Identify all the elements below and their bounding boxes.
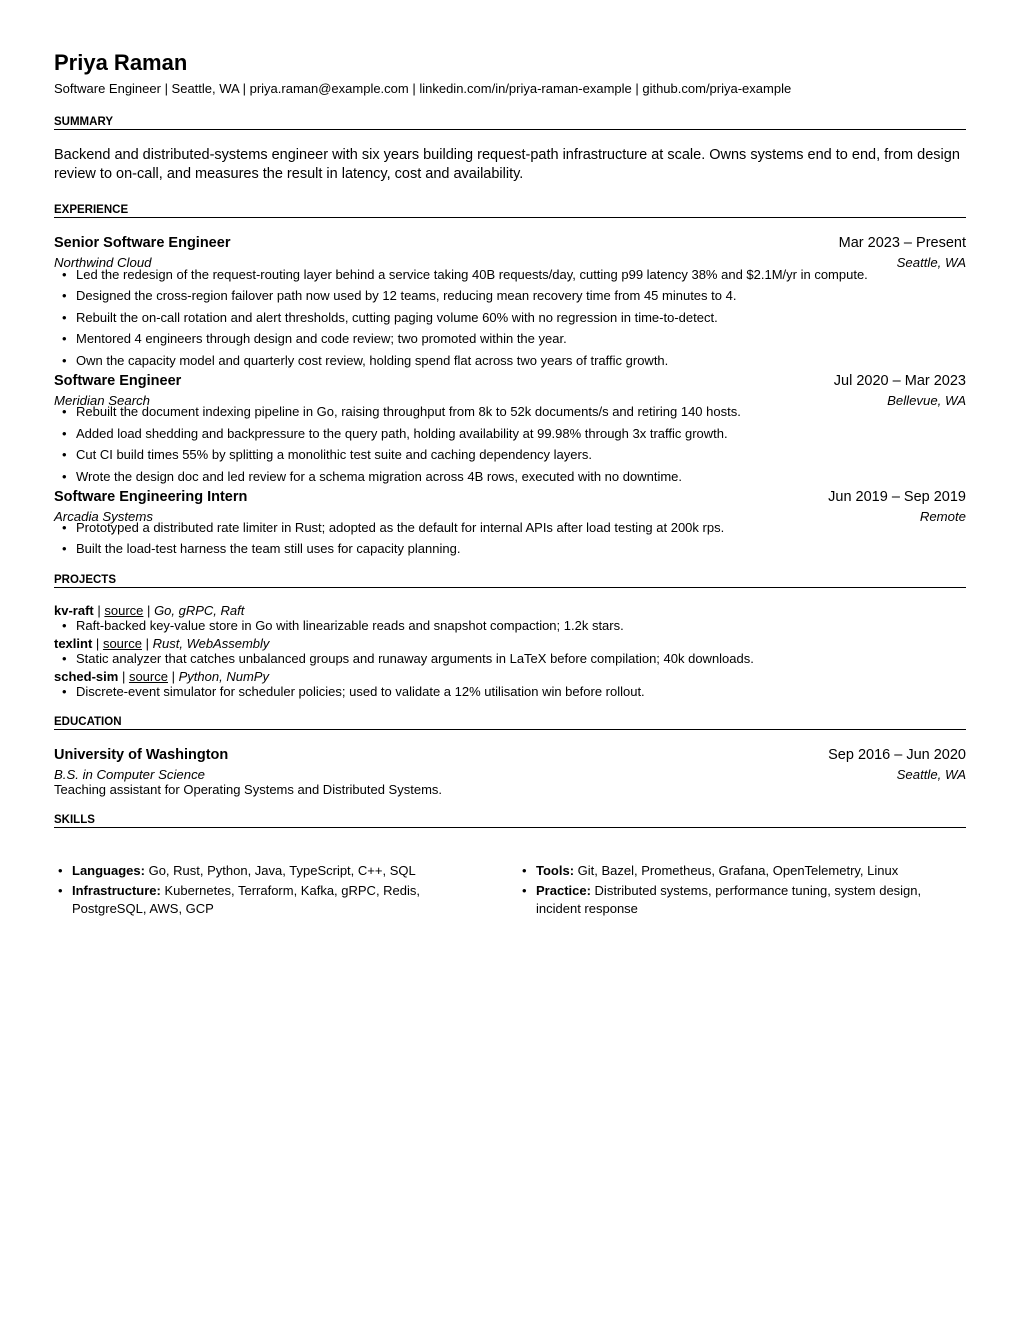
job-bullet <box>62 331 567 347</box>
bullet-dot: • <box>58 883 63 898</box>
job-location: Seattle, WA <box>896 255 966 270</box>
project-header <box>54 603 244 619</box>
summary-text: Backend and distributed-systems engineer with six years building request-path infrastructure at scale. Owns systems end to end, from design review to on-call, and measures the result in latency, cost and availability. <box>54 147 960 182</box>
separator: | <box>147 603 151 618</box>
skill-label: Practice: <box>536 883 591 898</box>
skill-value: Kubernetes, Terraform, Kafka, gRPC, Redis, PostgreSQL, AWS, GCP <box>72 883 421 916</box>
section-title-projects: PROJECTS <box>54 574 116 586</box>
education-dates: Sep 2016 – Jun 2020 <box>828 747 966 763</box>
section-title-skills: SKILLS <box>54 814 95 826</box>
project-tech: Python, NumPy <box>178 669 269 684</box>
bullet-dot: • <box>62 651 67 666</box>
separator: | <box>121 669 126 684</box>
section-divider <box>54 587 966 588</box>
bullet-text: Built the load-test harness the team still uses for capacity planning. <box>76 541 461 556</box>
project-tech: Rust, WebAssembly <box>152 636 270 651</box>
bullet-text: Designed the cross-region failover path now used by 12 teams, reducing mean recovery time from 45 minutes to 4. <box>76 288 737 303</box>
bullet-dot: • <box>62 541 67 556</box>
bullet-dot: • <box>62 684 67 699</box>
bullet-text: Cut CI build times 55% by splitting a monolithic test suite and caching dependency layers. <box>76 447 592 462</box>
job-company: Meridian Search <box>54 393 151 408</box>
bullet-dot: • <box>62 426 67 441</box>
skill-item <box>58 882 458 918</box>
bullet-text: Rebuilt the on-call rotation and alert thresholds, cutting paging volume 60% with no regression in time-to-detect. <box>76 310 718 325</box>
project-source-link[interactable]: source <box>102 636 142 651</box>
bullet-dot: • <box>58 863 63 878</box>
job-title: Senior Software Engineer <box>54 235 231 251</box>
skill-value: Distributed systems, performance tuning, system design, incident response <box>536 883 922 916</box>
job-bullet <box>62 447 592 463</box>
job-bullet <box>62 310 718 326</box>
bullet-text: Mentored 4 engineers through design and code review; two promoted within the year. <box>76 331 567 346</box>
bullet-dot: • <box>62 447 67 462</box>
bullet-dot: • <box>62 520 67 535</box>
job-bullet <box>62 541 460 557</box>
project-bullet <box>62 684 645 700</box>
job-location: Remote <box>919 509 966 524</box>
degree: B.S. in Computer Science <box>54 767 205 782</box>
section-title-education: EDUCATION <box>54 716 122 728</box>
skill-item <box>522 882 966 918</box>
project-name: kv-raft <box>54 603 94 618</box>
project-header <box>54 636 269 652</box>
project-bullet <box>62 651 754 667</box>
job-bullet <box>62 353 668 369</box>
section-title-experience: EXPERIENCE <box>54 204 129 216</box>
bullet-text: Discrete-event simulator for scheduler policies; used to validate a 12% utilisation win before rollout. <box>76 684 645 699</box>
section-divider <box>54 729 966 730</box>
project-name: texlint <box>54 636 93 651</box>
job-bullet <box>62 288 736 304</box>
separator: | <box>145 636 149 651</box>
project-bullet <box>62 618 624 634</box>
separator: | <box>95 636 100 651</box>
bullet-text: Own the capacity model and quarterly cost review, holding spend flat across two years of traffic growth. <box>76 353 669 368</box>
section-title-summary: SUMMARY <box>54 116 113 128</box>
contact-line: Software Engineer | Seattle, WA | priya.raman@example.com | linkedin.com/in/priya-raman-example | github.com/priya-example <box>54 81 792 96</box>
skill-item <box>522 862 966 880</box>
job-bullet <box>62 404 741 420</box>
skill-label: Infrastructure: <box>72 883 161 898</box>
bullet-dot: • <box>62 267 67 282</box>
job-dates: Mar 2023 – Present <box>838 235 966 251</box>
bullet-dot: • <box>522 883 527 898</box>
job-bullet <box>62 426 728 442</box>
job-company: Northwind Cloud <box>54 255 152 270</box>
education-location: Seattle, WA <box>896 767 966 782</box>
section-divider <box>54 827 966 828</box>
job-title: Software Engineering Intern <box>54 489 248 505</box>
skill-item <box>58 862 458 880</box>
bullet-dot: • <box>522 863 527 878</box>
separator: | <box>97 603 101 618</box>
job-bullet <box>62 267 868 283</box>
section-divider <box>54 129 966 130</box>
job-company: Arcadia Systems <box>54 509 153 524</box>
bullet-dot: • <box>62 331 67 346</box>
job-location: Bellevue, WA <box>887 393 966 408</box>
job-bullet <box>62 469 682 485</box>
bullet-dot: • <box>62 353 67 368</box>
bullet-dot: • <box>62 469 67 484</box>
project-header <box>54 669 269 685</box>
skill-value: Go, Rust, Python, Java, TypeScript, C++, SQL <box>148 863 416 878</box>
bullet-text: Static analyzer that catches unbalanced groups and runaway arguments in LaTeX before compilation; 40k downloads. <box>76 651 754 666</box>
skill-label: Tools: <box>536 863 575 878</box>
project-name: sched-sim <box>54 669 119 684</box>
bullet-dot: • <box>62 618 67 633</box>
bullet-dot: • <box>62 310 67 325</box>
bullet-text: Led the redesign of the request-routing layer behind a service taking 40B requests/day, cutting p99 latency 38% and $2.1M/yr in compute. <box>76 267 868 282</box>
job-bullet <box>62 520 724 536</box>
project-source-link[interactable]: source <box>104 603 144 618</box>
bullet-text: Prototyped a distributed rate limiter in Rust; adopted as the default for internal APIs after load testing at 200k rps. <box>76 520 725 535</box>
bullet-text: Raft-backed key-value store in Go with linearizable reads and snapshot compaction; 1.2k stars. <box>76 618 624 633</box>
bullet-text: Rebuilt the document indexing pipeline in Go, raising throughput from 8k to 52k documents/s and retiring 140 hosts. <box>76 404 741 419</box>
skill-label: Languages: <box>72 863 145 878</box>
bullet-dot: • <box>62 404 67 419</box>
job-dates: Jul 2020 – Mar 2023 <box>833 373 966 389</box>
skill-value: Git, Bazel, Prometheus, Grafana, OpenTelemetry, Linux <box>577 863 899 878</box>
school-name: University of Washington <box>54 747 229 763</box>
job-dates: Jun 2019 – Sep 2019 <box>828 489 966 505</box>
education-note: Teaching assistant for Operating Systems and Distributed Systems. <box>54 782 443 797</box>
bullet-text: Wrote the design doc and led review for a schema migration across 4B rows, executed with no downtime. <box>76 469 683 484</box>
job-title: Software Engineer <box>54 373 182 389</box>
candidate-name: Priya Raman <box>54 50 188 75</box>
project-tech: Go, gRPC, Raft <box>154 603 245 618</box>
section-divider <box>54 217 966 218</box>
bullet-dot: • <box>62 288 67 303</box>
bullet-text: Added load shedding and backpressure to the query path, holding availability at 99.98% through 3x traffic growth. <box>76 426 728 441</box>
separator: | <box>171 669 175 684</box>
project-source-link[interactable]: source <box>128 669 168 684</box>
